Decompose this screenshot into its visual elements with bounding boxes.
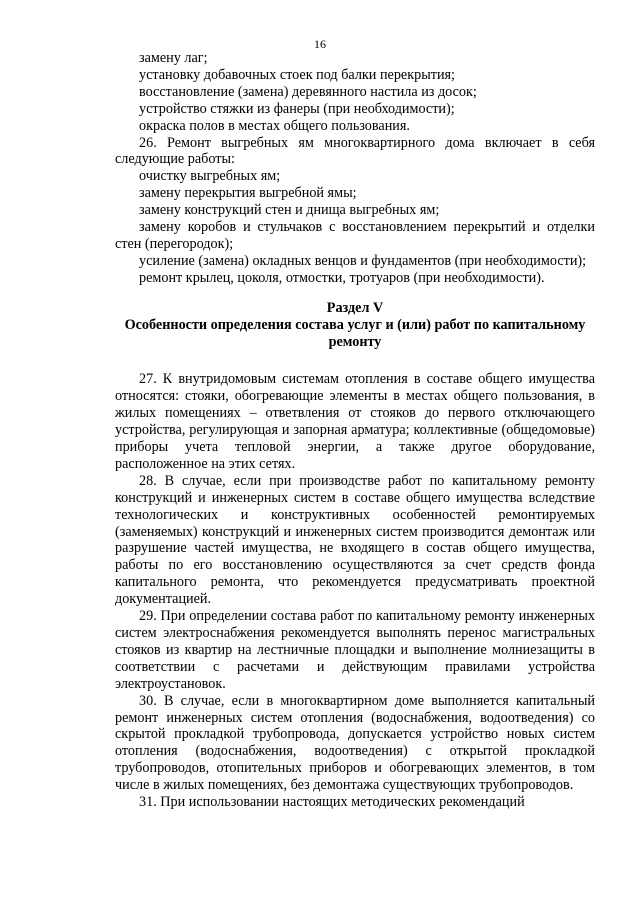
list-item: ремонт крылец, цоколя, отмостки, тротуаров (при необходимости). [139,269,545,286]
section-title: Раздел V [326,299,384,316]
list-item: замену перекрытия выгребной ямы; [139,185,357,202]
list-item-wrapped: усиление (замена) окладных венцов и фундаментов (при необходимости); [139,252,587,269]
list-item: установку добавочных стоек под балки перекрытия; [139,66,456,83]
list-item: замену лаг; [139,50,208,66]
list-item: окраска полов в местах общего пользования. [139,117,410,134]
list-item: очистку выгребных ям; [139,168,281,185]
page-content [115,50,595,811]
list-item: устройство стяжки из фанеры (при необходимости); [139,100,455,117]
paragraph-30: 30. В случае, если в многоквартирном доме выполняется капитальный ремонт инженерных систем отопления (водоснабжения, водоотведения) со скрытой прокладкой трубопровода, допускается устройство новых систем отопления (водоснабжения, водоотведения) с открытой прокладкой трубопроводов, отопительных приборов и обогревающих элементов, в том числе в жилых помещениях, без демонтажа существующих трубопроводов. [115,692,595,794]
section-heading: Особенности определения состава услуг и (или) работ по капитальному ремонту [124,316,586,350]
list-item: восстановление (замена) деревянного настила из досок; [139,83,477,100]
paragraph-26: 26. Ремонт выгребных ям многоквартирного дома включает в себя следующие работы: [115,134,595,168]
paragraph-27: 27. К внутридомовым системам отопления в составе общего имущества относятся: стояки, обогревающие элементы в местах общего пользования, в жилых помещениях – ответвления от стояков до первого отключающего устройства, регулирующая и запорная арматура; коллективные (общедомовые) приборы учета тепловой энергии, а также другое оборудование, расположенное на этих сетях. [115,371,595,472]
paragraph-29: 29. При определении состава работ по капитальному ремонту инженерных систем электроснабжения рекомендуется выполнять перенос магистральных стояков из квартир на лестничные площадки и выполнение молниезащиты в соответствии с расчетами и действующим правилами устройства электроустановок. [115,608,595,692]
paragraph-31: 31. При использовании настоящих методических рекомендаций [139,794,525,811]
list-item: замену конструкций стен и днища выгребных ям; [139,202,440,219]
paragraph-28: 28. В случае, если при производстве работ по капитальному ремонту конструкций и инженерных систем в составе общего имущества вследствие технологических и конструктивных особенностей ремонтируемых (заменяемых) конструкций и инженерных систем производится демонтаж или разрушение частей имущества, не входящего в состав общего имущества, работы по его восстановлению осуществляются за счет средств фонда капитального ремонта, что рекомендуется предусматривать проектной документацией. [115,472,595,608]
list-item-wrapped: замену коробов и стульчаков с восстановлением перекрытий и отделки стен (перегородок); [115,219,595,252]
page-number: 16 [314,37,326,51]
